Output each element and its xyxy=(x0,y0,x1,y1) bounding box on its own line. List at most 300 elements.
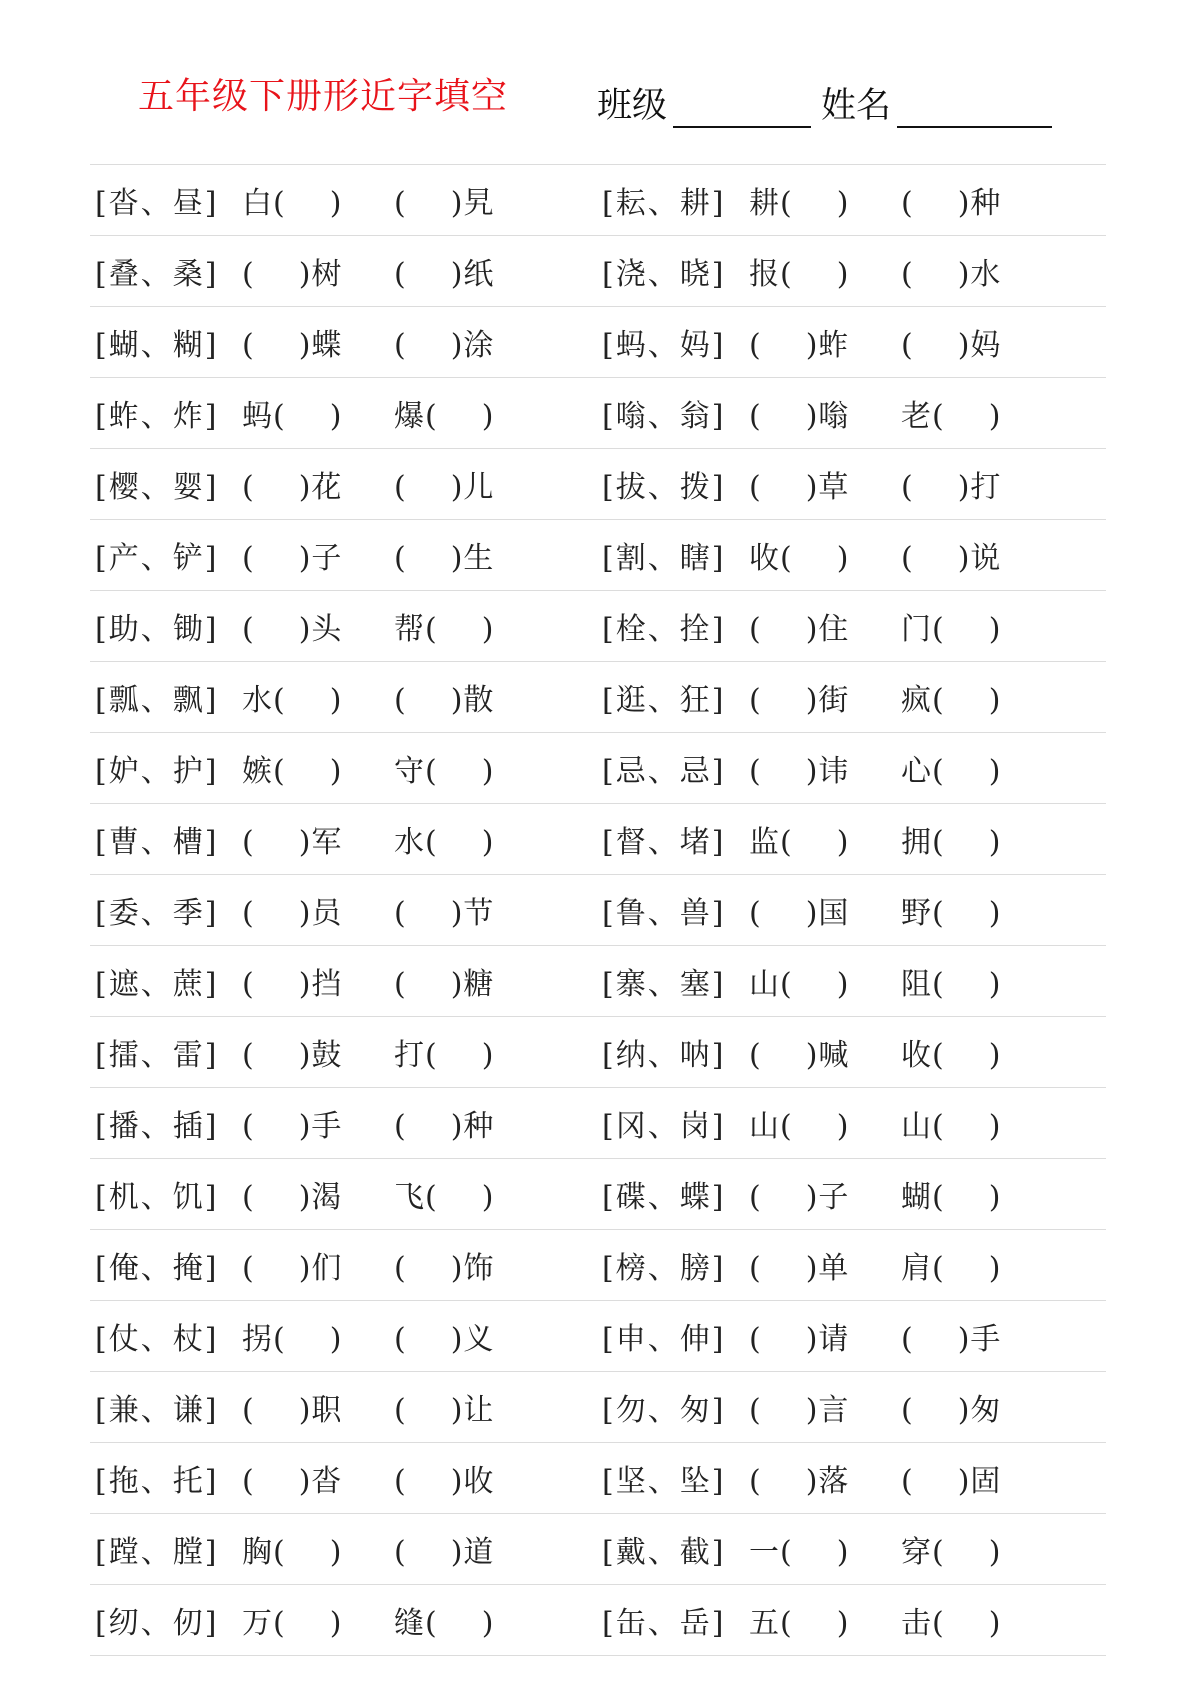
fill-blank-word xyxy=(394,675,546,719)
table-row xyxy=(90,164,1106,235)
class-blank-line[interactable] xyxy=(673,90,811,128)
fill-blank-word xyxy=(242,959,394,1003)
word-suffix: ) xyxy=(329,754,343,789)
word-suffix: ) xyxy=(988,896,1002,931)
word-prefix: ( xyxy=(242,1464,255,1499)
word-suffix: ) xyxy=(988,825,1002,860)
word-suffix: )蝶 xyxy=(298,328,343,363)
word-suffix: ) xyxy=(988,1038,1002,1073)
fill-blank-word xyxy=(901,1385,1053,1429)
word-prefix: 打( xyxy=(394,1038,438,1073)
fill-blank-word xyxy=(394,178,546,222)
word-suffix: )生 xyxy=(450,541,495,576)
word-suffix: )讳 xyxy=(805,754,850,789)
fill-blank-word xyxy=(901,746,1053,790)
table-row xyxy=(90,1371,1106,1442)
word-suffix: )种 xyxy=(450,1109,495,1144)
word-prefix: ( xyxy=(901,1322,914,1357)
exercise-left xyxy=(95,520,546,590)
character-pair: [妒、护] xyxy=(95,754,219,789)
fill-blank-word xyxy=(901,1243,1053,1287)
character-pair: [曹、槽] xyxy=(95,825,219,860)
character-pair: [督、堵] xyxy=(602,825,726,860)
fill-blank-word xyxy=(394,888,546,932)
word-prefix: 山( xyxy=(749,1109,793,1144)
fill-blank-word xyxy=(394,1598,546,1642)
exercise-right xyxy=(602,591,1053,661)
fill-blank-word xyxy=(749,320,901,364)
fill-blank-word xyxy=(242,817,394,861)
table-row xyxy=(90,306,1106,377)
exercise-right xyxy=(602,662,1053,732)
word-prefix: ( xyxy=(394,1535,407,1570)
word-suffix: )职 xyxy=(298,1393,343,1428)
fill-blank-word xyxy=(901,178,1053,222)
character-pair: [兼、谦] xyxy=(95,1393,219,1428)
word-prefix: ( xyxy=(901,1464,914,1499)
fill-blank-word xyxy=(394,1030,546,1074)
word-suffix: )纸 xyxy=(450,257,495,292)
word-prefix: 收( xyxy=(749,541,793,576)
table-row xyxy=(90,1016,1106,1087)
fill-blank-word xyxy=(901,1527,1053,1571)
table-row xyxy=(90,1229,1106,1300)
word-prefix: ( xyxy=(242,1251,255,1286)
word-prefix: ( xyxy=(749,1180,762,1215)
character-pair: [助、锄] xyxy=(95,612,219,647)
word-suffix: )道 xyxy=(450,1535,495,1570)
table-row xyxy=(90,1513,1106,1584)
exercise-left xyxy=(95,307,546,377)
character-pair: [播、插] xyxy=(95,1109,219,1144)
fill-blank-word xyxy=(749,1314,901,1358)
fill-blank-word xyxy=(242,249,394,293)
exercise-right xyxy=(602,946,1053,1016)
exercise-left xyxy=(95,378,546,448)
fill-blank-word xyxy=(749,1456,901,1500)
fill-blank-word xyxy=(394,1527,546,1571)
exercise-right xyxy=(602,1230,1053,1300)
word-suffix: )手 xyxy=(298,1109,343,1144)
fill-blank-word xyxy=(749,178,901,222)
exercise-right xyxy=(602,378,1053,448)
word-suffix: )树 xyxy=(298,257,343,292)
exercise-table xyxy=(90,164,1106,1656)
worksheet-header xyxy=(0,0,1191,160)
fill-blank-word xyxy=(242,675,394,719)
word-prefix: ( xyxy=(394,1464,407,1499)
fill-blank-word xyxy=(749,675,901,719)
fill-blank-word xyxy=(394,320,546,364)
table-row xyxy=(90,874,1106,945)
word-prefix: ( xyxy=(394,896,407,931)
fill-blank-word xyxy=(901,320,1053,364)
fill-blank-word xyxy=(749,746,901,790)
class-label: 班级 xyxy=(597,86,668,126)
word-suffix: ) xyxy=(329,1535,343,1570)
fill-blank-word xyxy=(901,1456,1053,1500)
word-prefix: 山( xyxy=(749,967,793,1002)
fill-blank-word xyxy=(394,1456,546,1500)
fill-blank-word xyxy=(749,249,901,293)
word-prefix: 一( xyxy=(749,1535,793,1570)
word-suffix: )单 xyxy=(805,1251,850,1286)
exercise-right xyxy=(602,1585,1053,1655)
word-prefix: 击( xyxy=(901,1606,945,1641)
word-suffix: ) xyxy=(481,399,495,434)
word-suffix: )落 xyxy=(805,1464,850,1499)
word-prefix: 胸( xyxy=(242,1535,286,1570)
fill-blank-word xyxy=(242,888,394,932)
table-row xyxy=(90,448,1106,519)
word-prefix: 肩( xyxy=(901,1251,945,1286)
word-suffix: ) xyxy=(988,1251,1002,1286)
word-suffix: )节 xyxy=(450,896,495,931)
fill-blank-word xyxy=(901,604,1053,648)
word-prefix: ( xyxy=(242,825,255,860)
word-suffix: ) xyxy=(988,1535,1002,1570)
exercise-left xyxy=(95,1585,546,1655)
character-pair: [栓、拴] xyxy=(602,612,726,647)
exercise-left xyxy=(95,1372,546,1442)
word-suffix: ) xyxy=(836,257,850,292)
character-pair: [寨、塞] xyxy=(602,967,726,1002)
word-prefix: ( xyxy=(394,1322,407,1357)
word-prefix: ( xyxy=(749,1251,762,1286)
word-prefix: ( xyxy=(394,1109,407,1144)
character-pair: [冈、岗] xyxy=(602,1109,726,1144)
fill-blank-word xyxy=(749,1030,901,1074)
table-row xyxy=(90,1584,1106,1656)
exercise-left xyxy=(95,449,546,519)
exercise-right xyxy=(602,1301,1053,1371)
word-suffix: )子 xyxy=(298,541,343,576)
exercise-left xyxy=(95,1443,546,1513)
exercise-right xyxy=(602,733,1053,803)
word-suffix: )打 xyxy=(957,470,1002,505)
fill-blank-word xyxy=(901,1598,1053,1642)
word-suffix: ) xyxy=(988,1606,1002,1641)
word-suffix: )收 xyxy=(450,1464,495,1499)
exercise-left xyxy=(95,946,546,1016)
fill-blank-word xyxy=(242,178,394,222)
word-suffix: ) xyxy=(836,1606,850,1641)
character-pair: [仗、杖] xyxy=(95,1322,219,1357)
fill-blank-word xyxy=(901,1172,1053,1216)
character-pair: [割、瞎] xyxy=(602,541,726,576)
word-suffix: )军 xyxy=(298,825,343,860)
word-prefix: ( xyxy=(749,683,762,718)
character-pair: [拖、托] xyxy=(95,1464,219,1499)
word-prefix: 爆( xyxy=(394,399,438,434)
word-suffix: )草 xyxy=(805,470,850,505)
exercise-right xyxy=(602,307,1053,377)
word-prefix: 水( xyxy=(394,825,438,860)
character-pair: [俺、掩] xyxy=(95,1251,219,1286)
character-pair: [沓、昼] xyxy=(95,186,219,221)
word-suffix: )子 xyxy=(805,1180,850,1215)
word-prefix: ( xyxy=(901,1393,914,1428)
character-pair: [勿、匆] xyxy=(602,1393,726,1428)
word-prefix: 阻( xyxy=(901,967,945,1002)
fill-blank-word xyxy=(901,533,1053,577)
word-prefix: ( xyxy=(242,1180,255,1215)
word-prefix: ( xyxy=(394,967,407,1002)
fill-blank-word xyxy=(901,249,1053,293)
word-suffix: ) xyxy=(329,1606,343,1641)
word-suffix: )街 xyxy=(805,683,850,718)
character-pair: [忌、忌] xyxy=(602,754,726,789)
fill-blank-word xyxy=(394,1385,546,1429)
word-prefix: 监( xyxy=(749,825,793,860)
word-suffix: ) xyxy=(481,1180,495,1215)
fill-blank-word xyxy=(394,817,546,861)
word-prefix: 嫉( xyxy=(242,754,286,789)
exercise-left xyxy=(95,1017,546,1087)
word-prefix: ( xyxy=(749,1322,762,1357)
word-suffix: )手 xyxy=(957,1322,1002,1357)
fill-blank-word xyxy=(901,1030,1053,1074)
fill-blank-word xyxy=(901,462,1053,506)
character-pair: [鲁、兽] xyxy=(602,896,726,931)
fill-blank-word xyxy=(749,1385,901,1429)
word-prefix: ( xyxy=(242,896,255,931)
word-prefix: ( xyxy=(901,328,914,363)
word-suffix: ) xyxy=(988,399,1002,434)
fill-blank-word xyxy=(749,533,901,577)
character-pair: [遮、蔗] xyxy=(95,967,219,1002)
fill-blank-word xyxy=(394,604,546,648)
exercise-right xyxy=(602,1372,1053,1442)
exercise-right xyxy=(602,1017,1053,1087)
word-prefix: 守( xyxy=(394,754,438,789)
table-row xyxy=(90,803,1106,874)
word-suffix: )花 xyxy=(298,470,343,505)
word-suffix: )固 xyxy=(957,1464,1002,1499)
fill-blank-word xyxy=(749,888,901,932)
character-pair: [逛、狂] xyxy=(602,683,726,718)
character-pair: [蹚、膛] xyxy=(95,1535,219,1570)
name-label: 姓名 xyxy=(821,86,892,126)
fill-blank-word xyxy=(394,1172,546,1216)
word-suffix: )挡 xyxy=(298,967,343,1002)
fill-blank-word xyxy=(901,888,1053,932)
fill-blank-word xyxy=(242,1243,394,1287)
fill-blank-word xyxy=(242,1030,394,1074)
fill-blank-word xyxy=(242,320,394,364)
word-prefix: ( xyxy=(242,612,255,647)
word-prefix: ( xyxy=(242,257,255,292)
fill-blank-word xyxy=(749,959,901,1003)
name-blank-line[interactable] xyxy=(897,90,1052,128)
word-prefix: 拐( xyxy=(242,1322,286,1357)
fill-blank-word xyxy=(749,1172,901,1216)
fill-blank-word xyxy=(242,1172,394,1216)
word-prefix: ( xyxy=(749,470,762,505)
fill-blank-word xyxy=(242,604,394,648)
character-pair: [瓢、飘] xyxy=(95,683,219,718)
character-pair: [蚂、妈] xyxy=(602,328,726,363)
word-suffix: )让 xyxy=(450,1393,495,1428)
fill-blank-word xyxy=(394,1243,546,1287)
word-suffix: ) xyxy=(329,186,343,221)
word-suffix: )嗡 xyxy=(805,399,850,434)
word-prefix: 白( xyxy=(242,186,286,221)
word-suffix: ) xyxy=(836,967,850,1002)
character-pair: [擂、雷] xyxy=(95,1038,219,1073)
word-prefix: ( xyxy=(749,328,762,363)
word-prefix: 疯( xyxy=(901,683,945,718)
exercise-right xyxy=(602,165,1053,235)
word-prefix: ( xyxy=(394,328,407,363)
word-suffix: ) xyxy=(329,1322,343,1357)
word-suffix: )饰 xyxy=(450,1251,495,1286)
word-prefix: ( xyxy=(749,896,762,931)
word-prefix: 门( xyxy=(901,612,945,647)
character-pair: [蚱、炸] xyxy=(95,399,219,434)
word-prefix: ( xyxy=(901,186,914,221)
word-suffix: ) xyxy=(481,754,495,789)
word-prefix: ( xyxy=(394,257,407,292)
character-pair: [碟、蝶] xyxy=(602,1180,726,1215)
student-info-fields xyxy=(597,78,1052,128)
exercise-left xyxy=(95,236,546,306)
table-row xyxy=(90,519,1106,590)
character-pair: [樱、婴] xyxy=(95,470,219,505)
word-suffix: ) xyxy=(988,754,1002,789)
table-row xyxy=(90,590,1106,661)
word-suffix: ) xyxy=(329,399,343,434)
exercise-right xyxy=(602,1514,1053,1584)
exercise-left xyxy=(95,1230,546,1300)
word-prefix: ( xyxy=(749,1393,762,1428)
word-suffix: )蚱 xyxy=(805,328,850,363)
exercise-right xyxy=(602,875,1053,945)
word-suffix: )鼓 xyxy=(298,1038,343,1073)
fill-blank-word xyxy=(394,391,546,435)
fill-blank-word xyxy=(394,462,546,506)
word-suffix: )国 xyxy=(805,896,850,931)
word-prefix: ( xyxy=(749,1038,762,1073)
table-row xyxy=(90,1158,1106,1229)
word-prefix: ( xyxy=(394,683,407,718)
character-pair: [坚、坠] xyxy=(602,1464,726,1499)
word-suffix: )妈 xyxy=(957,328,1002,363)
fill-blank-word xyxy=(394,746,546,790)
worksheet-title: 五年级下册形近字填空 xyxy=(138,76,509,117)
word-prefix: ( xyxy=(242,1038,255,1073)
word-suffix: )说 xyxy=(957,541,1002,576)
word-prefix: 帮( xyxy=(394,612,438,647)
word-prefix: 心( xyxy=(901,754,945,789)
word-suffix: )头 xyxy=(298,612,343,647)
exercise-left xyxy=(95,1301,546,1371)
word-suffix: ) xyxy=(481,1038,495,1073)
table-row xyxy=(90,1087,1106,1158)
word-prefix: ( xyxy=(394,1393,407,1428)
word-suffix: ) xyxy=(988,683,1002,718)
word-prefix: 拥( xyxy=(901,825,945,860)
exercise-right xyxy=(602,449,1053,519)
fill-blank-word xyxy=(394,959,546,1003)
character-pair: [浇、晓] xyxy=(602,257,726,292)
word-prefix: ( xyxy=(394,470,407,505)
word-suffix: )义 xyxy=(450,1322,495,1357)
word-prefix: ( xyxy=(242,1393,255,1428)
word-suffix: )喊 xyxy=(805,1038,850,1073)
exercise-left xyxy=(95,165,546,235)
word-prefix: 野( xyxy=(901,896,945,931)
fill-blank-word xyxy=(242,1314,394,1358)
word-prefix: ( xyxy=(242,541,255,576)
word-suffix: ) xyxy=(988,967,1002,1002)
word-prefix: ( xyxy=(242,1109,255,1144)
word-prefix: 收( xyxy=(901,1038,945,1073)
word-prefix: ( xyxy=(242,328,255,363)
word-prefix: ( xyxy=(242,470,255,505)
word-suffix: )旯 xyxy=(450,186,495,221)
exercise-left xyxy=(95,733,546,803)
fill-blank-word xyxy=(901,1314,1053,1358)
word-prefix: 耕( xyxy=(749,186,793,221)
word-suffix: )请 xyxy=(805,1322,850,1357)
word-prefix: 水( xyxy=(242,683,286,718)
exercise-left xyxy=(95,1088,546,1158)
fill-blank-word xyxy=(394,249,546,293)
word-suffix: )员 xyxy=(298,896,343,931)
character-pair: [戴、截] xyxy=(602,1535,726,1570)
fill-blank-word xyxy=(242,462,394,506)
fill-blank-word xyxy=(901,675,1053,719)
fill-blank-word xyxy=(394,1101,546,1145)
word-suffix: )匆 xyxy=(957,1393,1002,1428)
word-suffix: )涂 xyxy=(450,328,495,363)
character-pair: [纫、仞] xyxy=(95,1606,219,1641)
exercise-right xyxy=(602,804,1053,874)
character-pair: [缶、岳] xyxy=(602,1606,726,1641)
word-prefix: ( xyxy=(394,1251,407,1286)
exercise-right xyxy=(602,1443,1053,1513)
word-prefix: ( xyxy=(242,967,255,1002)
word-suffix: )散 xyxy=(450,683,495,718)
exercise-left xyxy=(95,1514,546,1584)
exercise-right xyxy=(602,520,1053,590)
fill-blank-word xyxy=(242,1598,394,1642)
word-suffix: ) xyxy=(836,186,850,221)
fill-blank-word xyxy=(242,1385,394,1429)
word-prefix: ( xyxy=(749,612,762,647)
character-pair: [纳、呐] xyxy=(602,1038,726,1073)
character-pair: [榜、膀] xyxy=(602,1251,726,1286)
fill-blank-word xyxy=(749,462,901,506)
word-prefix: ( xyxy=(749,1464,762,1499)
exercise-right xyxy=(602,236,1053,306)
exercise-left xyxy=(95,591,546,661)
word-prefix: ( xyxy=(749,754,762,789)
table-row xyxy=(90,377,1106,448)
word-prefix: 飞( xyxy=(394,1180,438,1215)
fill-blank-word xyxy=(749,1101,901,1145)
word-suffix: ) xyxy=(988,612,1002,647)
word-suffix: ) xyxy=(481,612,495,647)
fill-blank-word xyxy=(242,1456,394,1500)
exercise-right xyxy=(602,1088,1053,1158)
word-suffix: )沓 xyxy=(298,1464,343,1499)
fill-blank-word xyxy=(901,817,1053,861)
exercise-left xyxy=(95,875,546,945)
character-pair: [申、伸] xyxy=(602,1322,726,1357)
word-suffix: ) xyxy=(481,825,495,860)
